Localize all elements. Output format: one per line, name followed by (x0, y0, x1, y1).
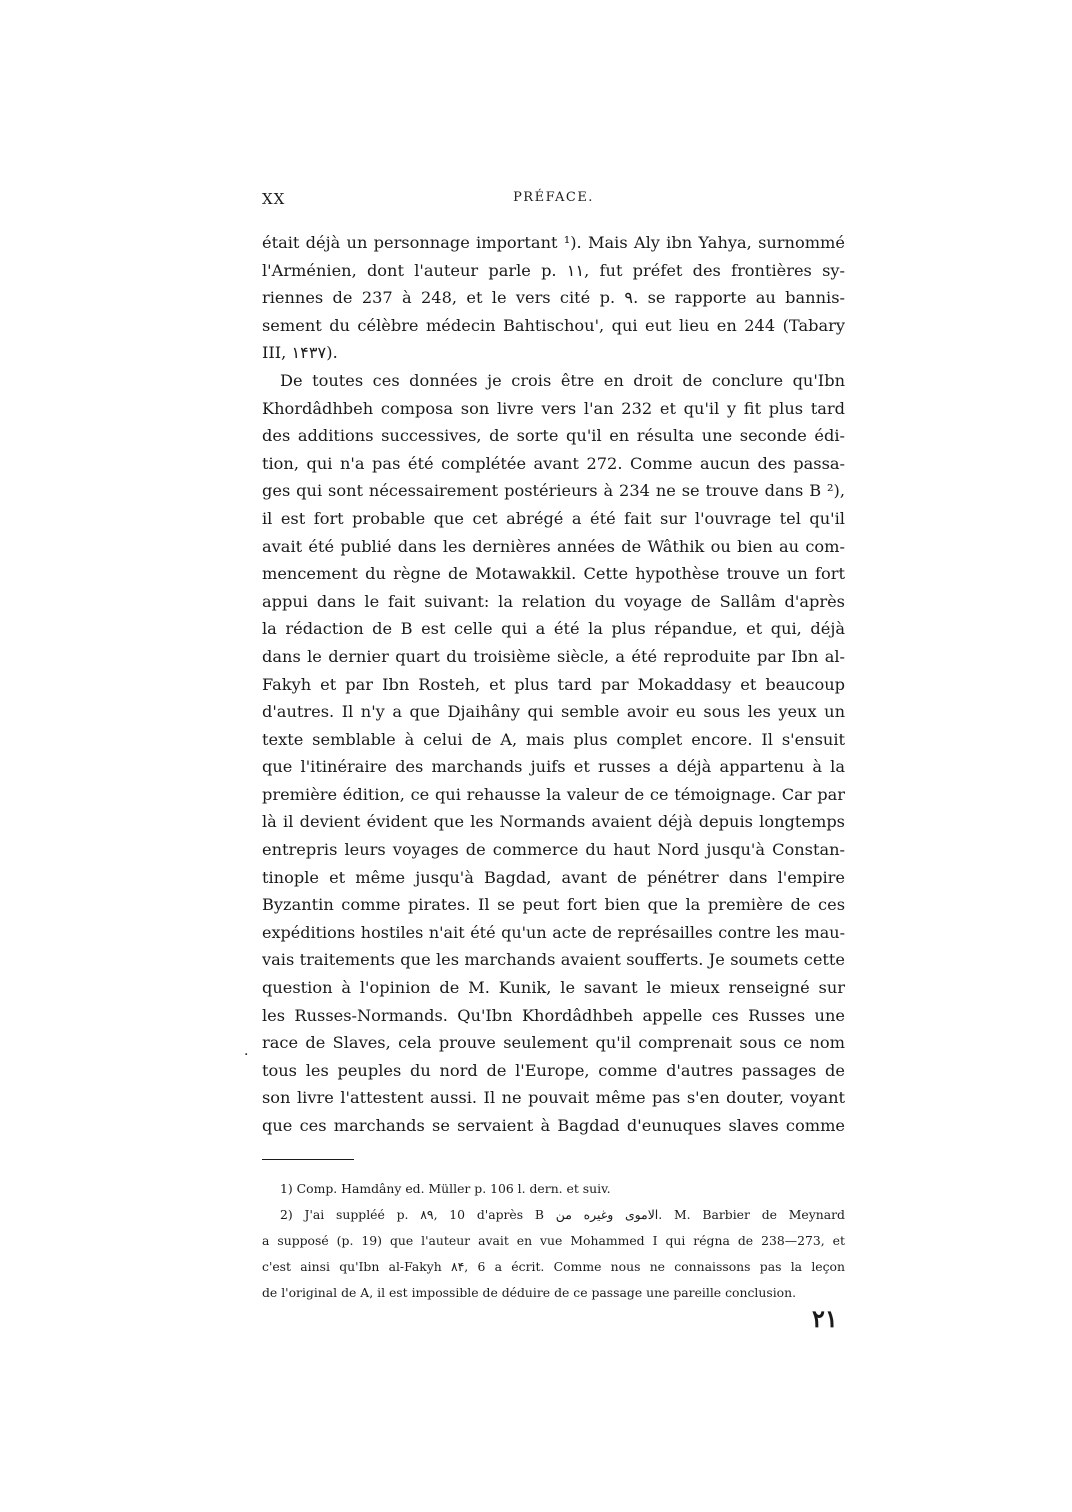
text-line: il est fort probable que cet abrégé a été fait sur l'ouvrage tel qu'il (262, 508, 845, 528)
text-line: tion, qui n'a pas été complétée avant 272. Comme aucun des passa- (262, 453, 845, 473)
signature-mark: ۲۱ (812, 1304, 838, 1333)
text-line: Byzantin comme pirates. Il se peut fort bien que la première de ces (262, 895, 845, 915)
text-line: entrepris leurs voyages de commerce du haut Nord jusqu'à Constan- (262, 840, 845, 860)
footnote-line: a supposé (p. 19) que l'auteur avait en vue Mohammed I qui régna de 238—273, et (262, 1233, 845, 1248)
page-number: XX (262, 190, 286, 208)
text-line: Khordâdhbeh composa son livre vers l'an 232 et qu'il y fit plus tard (262, 398, 845, 418)
text-line: III, ۱۴۳۷). (262, 343, 338, 363)
footnote-line: 1) Comp. Hamdâny ed. Müller p. 106 l. dern. et suiv. (280, 1181, 611, 1196)
footnotes (262, 1176, 845, 1306)
footnote-line: de l'original de A, il est impossible de déduire de ce passage une pareille conclusion. (262, 1285, 797, 1300)
text-line: les Russes-Normands. Qu'Ibn Khordâdhbeh appelle ces Russes une (262, 1005, 845, 1025)
text-line: sement du célèbre médecin Bahtischou', qui eut lieu en 244 (Tabary (262, 315, 845, 335)
text-line: d'autres. Il n'y a que Djaihâny qui semble avoir eu sous les yeux un (262, 702, 845, 722)
text-line: que l'itinéraire des marchands juifs et russes a déjà appartenu à la (262, 757, 845, 777)
body-text (262, 229, 845, 1140)
text-line: des additions successives, de sorte qu'il en résulta une seconde édi- (262, 426, 845, 446)
footnote-line: 2) J'ai suppléé p. ۸۹, 10 d'après B الاموى وغيره من. M. Barbier de Meynard (280, 1207, 845, 1222)
text-line: l'Arménien, dont l'auteur parle p. ۱۱, fut préfet des frontières sy- (262, 260, 845, 280)
text-line: appui dans le fait suivant: la relation du voyage de Sallâm d'après (262, 591, 845, 611)
text-line: De toutes ces données je crois être en droit de conclure qu'Ibn (280, 370, 845, 390)
text-line: race de Slaves, cela prouve seulement qu'il comprenait sous ce nom (262, 1033, 845, 1053)
running-title: PRÉFACE. (513, 190, 594, 205)
text-line: vais traitements que les marchands avaient soufferts. Je soumets cette (262, 950, 845, 970)
text-line: ges qui sont nécessairement postérieurs à 234 ne se trouve dans B ²), (262, 481, 845, 501)
page-header (262, 190, 845, 212)
text-line: la rédaction de B est celle qui a été la plus répandue, et qui, déjà (262, 619, 845, 639)
footnote-line: c'est ainsi qu'Ibn al-Fakyh ۸۴, 6 a écrit. Comme nous ne connaissons pas la leçon (262, 1259, 845, 1274)
text-line: expéditions hostiles n'ait été qu'un acte de représailles contre les mau- (262, 922, 845, 942)
text-line: son livre l'attestent aussi. Il ne pouvait même pas s'en douter, voyant (262, 1088, 845, 1108)
text-line: question à l'opinion de M. Kunik, le savant le mieux renseigné sur (262, 978, 845, 998)
text-line: texte semblable à celui de A, mais plus complet encore. Il s'ensuit (262, 729, 845, 749)
footnote-divider (262, 1159, 354, 1160)
text-line: première édition, ce qui rehausse la valeur de ce témoignage. Car par (262, 784, 845, 804)
text-line: Fakyh et par Ibn Rosteh, et plus tard par Mokaddasy et beaucoup (262, 674, 845, 694)
text-line: que ces marchands se servaient à Bagdad d'eunuques slaves comme (262, 1116, 845, 1135)
margin-mark: · (244, 1047, 249, 1063)
text-line: mencement du règne de Motawakkil. Cette hypothèse trouve un fort (262, 564, 845, 584)
text-line: riennes de 237 à 248, et le vers cité p. ۹. se rapporte au bannis- (262, 288, 845, 308)
text-line: tinople et même jusqu'à Bagdad, avant de pénétrer dans l'empire (262, 867, 845, 887)
text-line: était déjà un personnage important ¹). Mais Aly ibn Yahya, surnommé (262, 233, 845, 252)
text-line: là il devient évident que les Normands avaient déjà depuis longtemps (262, 812, 845, 832)
text-line: tous les peuples du nord de l'Europe, comme d'autres passages de (262, 1060, 845, 1080)
text-line: avait été publié dans les dernières années de Wâthik ou bien au com- (262, 536, 845, 556)
text-line: dans le dernier quart du troisième siècle, a été reproduite par Ibn al- (262, 646, 845, 666)
